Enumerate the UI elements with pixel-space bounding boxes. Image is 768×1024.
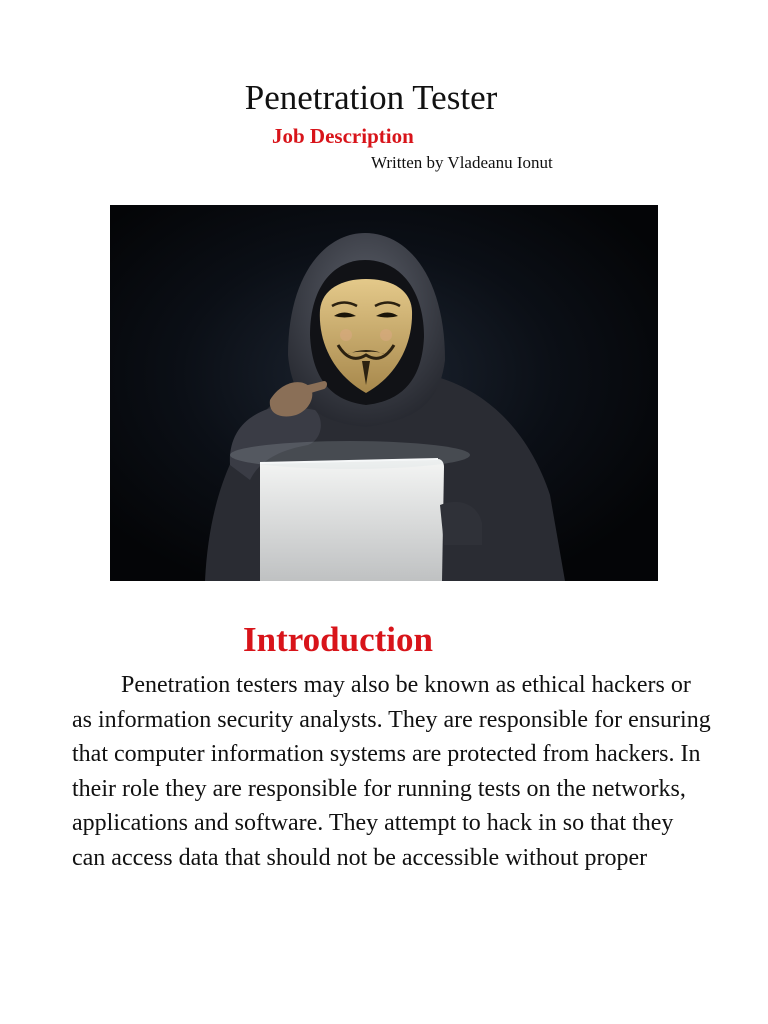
hooded-hacker-illustration bbox=[110, 205, 658, 581]
document-title: Penetration Tester bbox=[244, 78, 498, 117]
hacker-photo bbox=[110, 205, 658, 581]
introduction-heading: Introduction bbox=[243, 620, 433, 659]
author-byline: Written by Vladeanu Ionut bbox=[371, 153, 553, 172]
introduction-paragraph: Penetration testers may also be known as ethical hackers or as information security analysts. They are responsible for ensuring that computer information systems are protected from hackers. In their role they are responsible for running tests on the networks, applications and software. They attempt to hack in so that they can access data that should not be accessible without proper bbox=[72, 672, 711, 871]
laptop bbox=[230, 441, 470, 581]
document-subtitle: Job Description bbox=[272, 124, 414, 148]
